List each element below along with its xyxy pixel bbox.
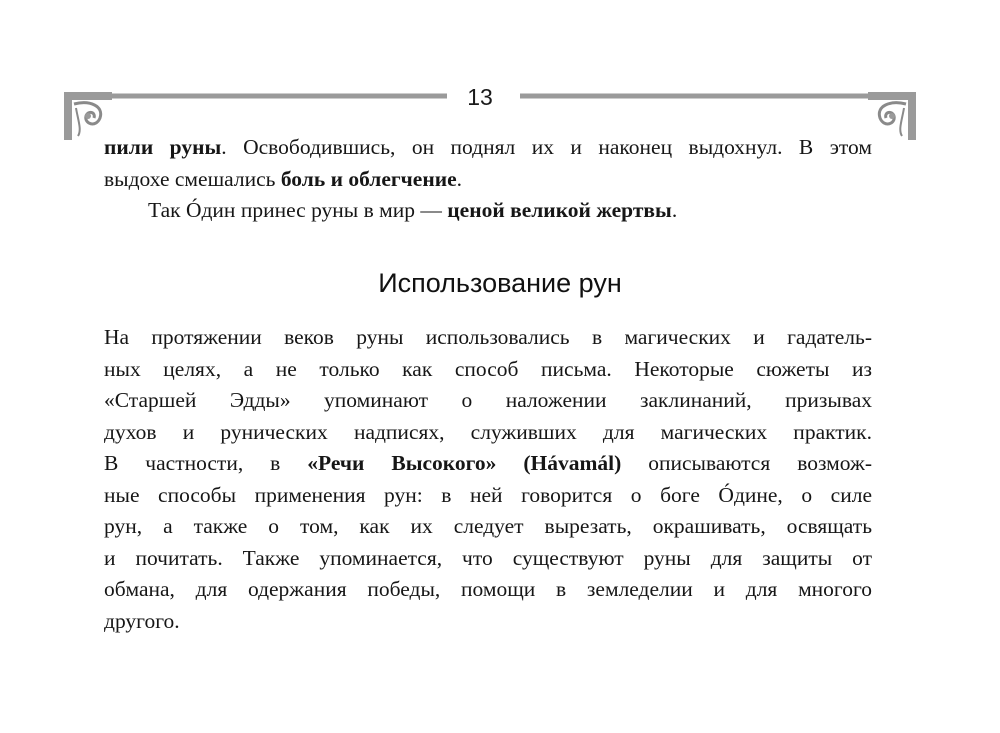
text-run: . [671, 198, 678, 222]
paragraph-continuation [104, 132, 872, 195]
text-run: . Освободившись, он поднял их и наконец выдохнул. В этом [221, 135, 872, 159]
paragraph-line: и почитать. Также упоминается, что существуют руны для защиты от [104, 545, 872, 570]
page-header [0, 0, 1000, 150]
bold-phrase: боль и облегчение [280, 166, 457, 191]
paragraph-line [104, 132, 872, 164]
paragraph-sacrifice [104, 195, 872, 227]
paragraph-line: обмана, для одержания победы, помощи в земледелии и для многого [104, 577, 872, 601]
paragraph-line: На протяжении веков руны использовались в магических и гадатель- [104, 325, 872, 349]
paragraph-line [104, 164, 872, 196]
paragraph-rune-usage [104, 322, 872, 637]
paragraph-line [104, 448, 872, 480]
section-heading: Использование рун [378, 268, 622, 298]
page-number: 13 [467, 84, 493, 110]
ornamental-frame [0, 0, 1000, 150]
bold-title: «Речи Высокого» (Hávamál) [307, 451, 622, 475]
text-run: Так Óдин принес руны в мир — [148, 198, 448, 222]
paragraph-line: рун, а также о том, как их следует вырезать, окрашивать, освящать [104, 514, 872, 538]
paragraph-line: ные способы применения рун: в ней говорится о боге Óдине, о силе [104, 482, 872, 507]
paragraph-line: духов и рунических надписях, служивших для магических практик. [104, 419, 872, 444]
paragraph-line [104, 195, 872, 227]
text-run: . [456, 166, 463, 191]
paragraph-line: другого. [104, 608, 180, 633]
text-run: выдохе смешались [104, 166, 281, 191]
bold-phrase: ценой великой жертвы [447, 198, 672, 222]
bold-phrase: пили руны [104, 135, 222, 159]
paragraph-line: «Старшей Эдды» упоминают о наложении заклинаний, призывах [104, 388, 872, 412]
text-run: описываются возмож- [621, 451, 872, 475]
text-run: В частности, в [104, 451, 308, 475]
paragraph-line: ных целях, а не только как способ письма. Некоторые сюжеты из [104, 356, 872, 381]
corner-ornament-right-icon [868, 92, 916, 140]
